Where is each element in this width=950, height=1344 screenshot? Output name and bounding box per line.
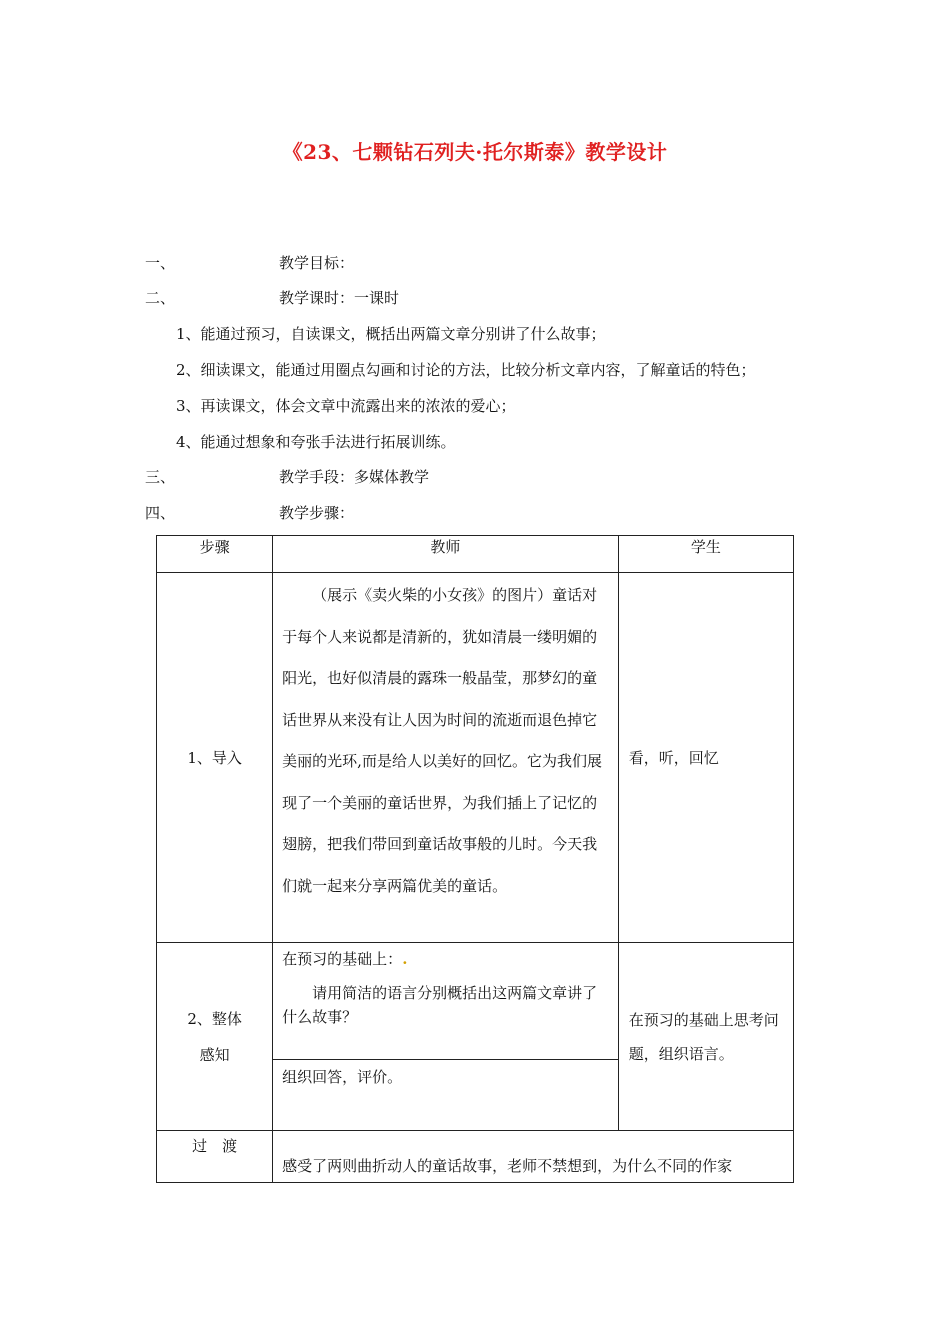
section-number: 三、 xyxy=(145,468,176,486)
section-number: 二、 xyxy=(145,289,176,307)
objective-2: 2、细读课文，能通过用圈点勾画和讨论的方法，比较分析文章内容，了解童话的特色； xyxy=(176,361,756,379)
table-header-row xyxy=(157,536,794,573)
table-row-transition xyxy=(157,1131,794,1183)
student-intro-text: 看，听，回忆 xyxy=(618,573,793,943)
header-student: 学生 xyxy=(618,536,793,573)
section-text: 教学步骤： xyxy=(279,504,355,522)
section-number: 一、 xyxy=(145,254,176,272)
section-1 xyxy=(145,252,354,273)
section-number: 四、 xyxy=(145,504,176,522)
teacher-perception-after: 组织回答，评价。 xyxy=(273,1059,618,1098)
teacher-perception-task: 请用简洁的语言分别概括出这两篇文章讲了什么故事？ xyxy=(282,984,598,1026)
header-step: 步骤 xyxy=(157,536,273,573)
section-text: 教学目标： xyxy=(279,254,355,272)
document-title: 《23、七颗钻石列夫·托尔斯泰》教学设计 xyxy=(282,140,668,164)
teaching-steps-table xyxy=(156,535,794,1183)
objective-1: 1、能通过预习，自读课文，概括出两篇文章分别讲了什么故事； xyxy=(176,325,606,343)
table-row-perception xyxy=(157,943,794,1131)
teacher-transition-text: 感受了两则曲折动人的童话故事，老师不禁想到，为什么不同的作家 xyxy=(273,1131,794,1183)
student-perception-text: 在预习的基础上思考问题，组织语言。 xyxy=(618,943,793,1131)
header-teacher: 教师 xyxy=(273,536,619,573)
step-perception-line1: 2、整体 xyxy=(187,1009,242,1028)
section-3 xyxy=(145,466,429,487)
section-text: 教学手段：多媒体教学 xyxy=(279,468,430,486)
objective-3: 3、再读课文，体会文章中流露出来的浓浓的爱心； xyxy=(176,397,516,415)
section-2 xyxy=(145,287,399,308)
section-text: 教学课时：一课时 xyxy=(279,289,400,307)
step-perception-line2: 感知 xyxy=(199,1045,230,1064)
table-row-intro xyxy=(157,573,794,943)
step-intro: 1、导入 xyxy=(157,573,273,943)
objective-4: 4、能通过想象和夸张手法进行拓展训练。 xyxy=(176,433,456,451)
teacher-perception-intro: 在预习的基础上：. xyxy=(282,950,408,968)
teacher-perception-cell xyxy=(273,943,619,1131)
section-4 xyxy=(145,502,354,523)
step-perception xyxy=(157,943,273,1131)
teacher-intro-text: （展示《卖火柴的小女孩》的图片）童话对于每个人来说都是清新的，犹如清晨一缕明媚的阳光，也好似清晨的露珠一般晶莹，那梦幻的童话世界从来没有让人因为时间的流逝而退色掉它美丽的光环,而是给人以美好的回忆。它为我们展现了一个美丽的童话世界，为我们插上了记忆的翅膀，把我们带回到童话故事般的儿时。今天我们就一起来分享两篇优美的童话。 xyxy=(273,573,619,943)
step-transition: 过 渡 xyxy=(157,1131,273,1183)
